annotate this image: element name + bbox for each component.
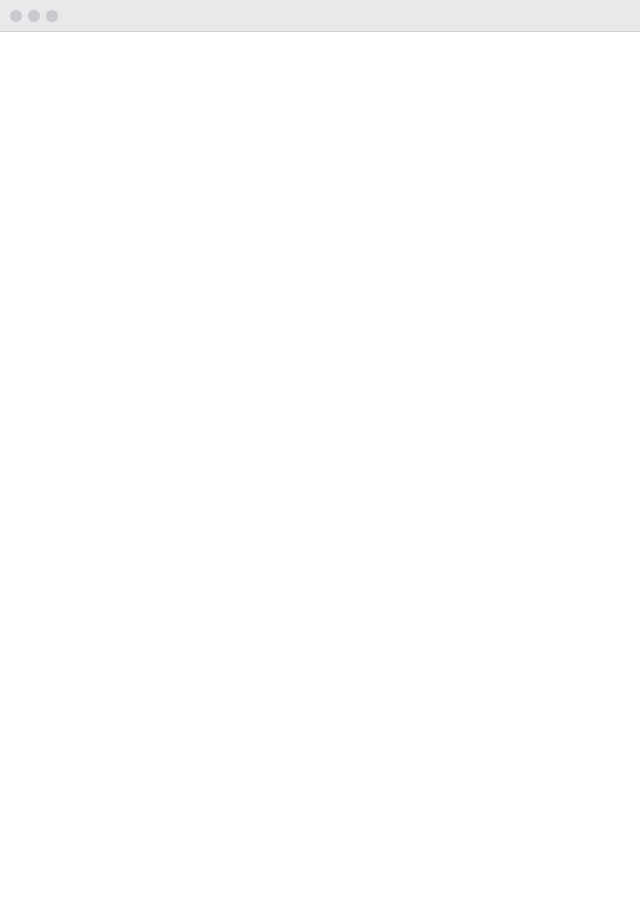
main-content: [0, 32, 640, 905]
title-bar: [0, 0, 640, 32]
maximize-icon[interactable]: [46, 10, 58, 22]
close-icon[interactable]: [10, 10, 22, 22]
minimize-icon[interactable]: [28, 10, 40, 22]
window-controls: [10, 10, 58, 22]
